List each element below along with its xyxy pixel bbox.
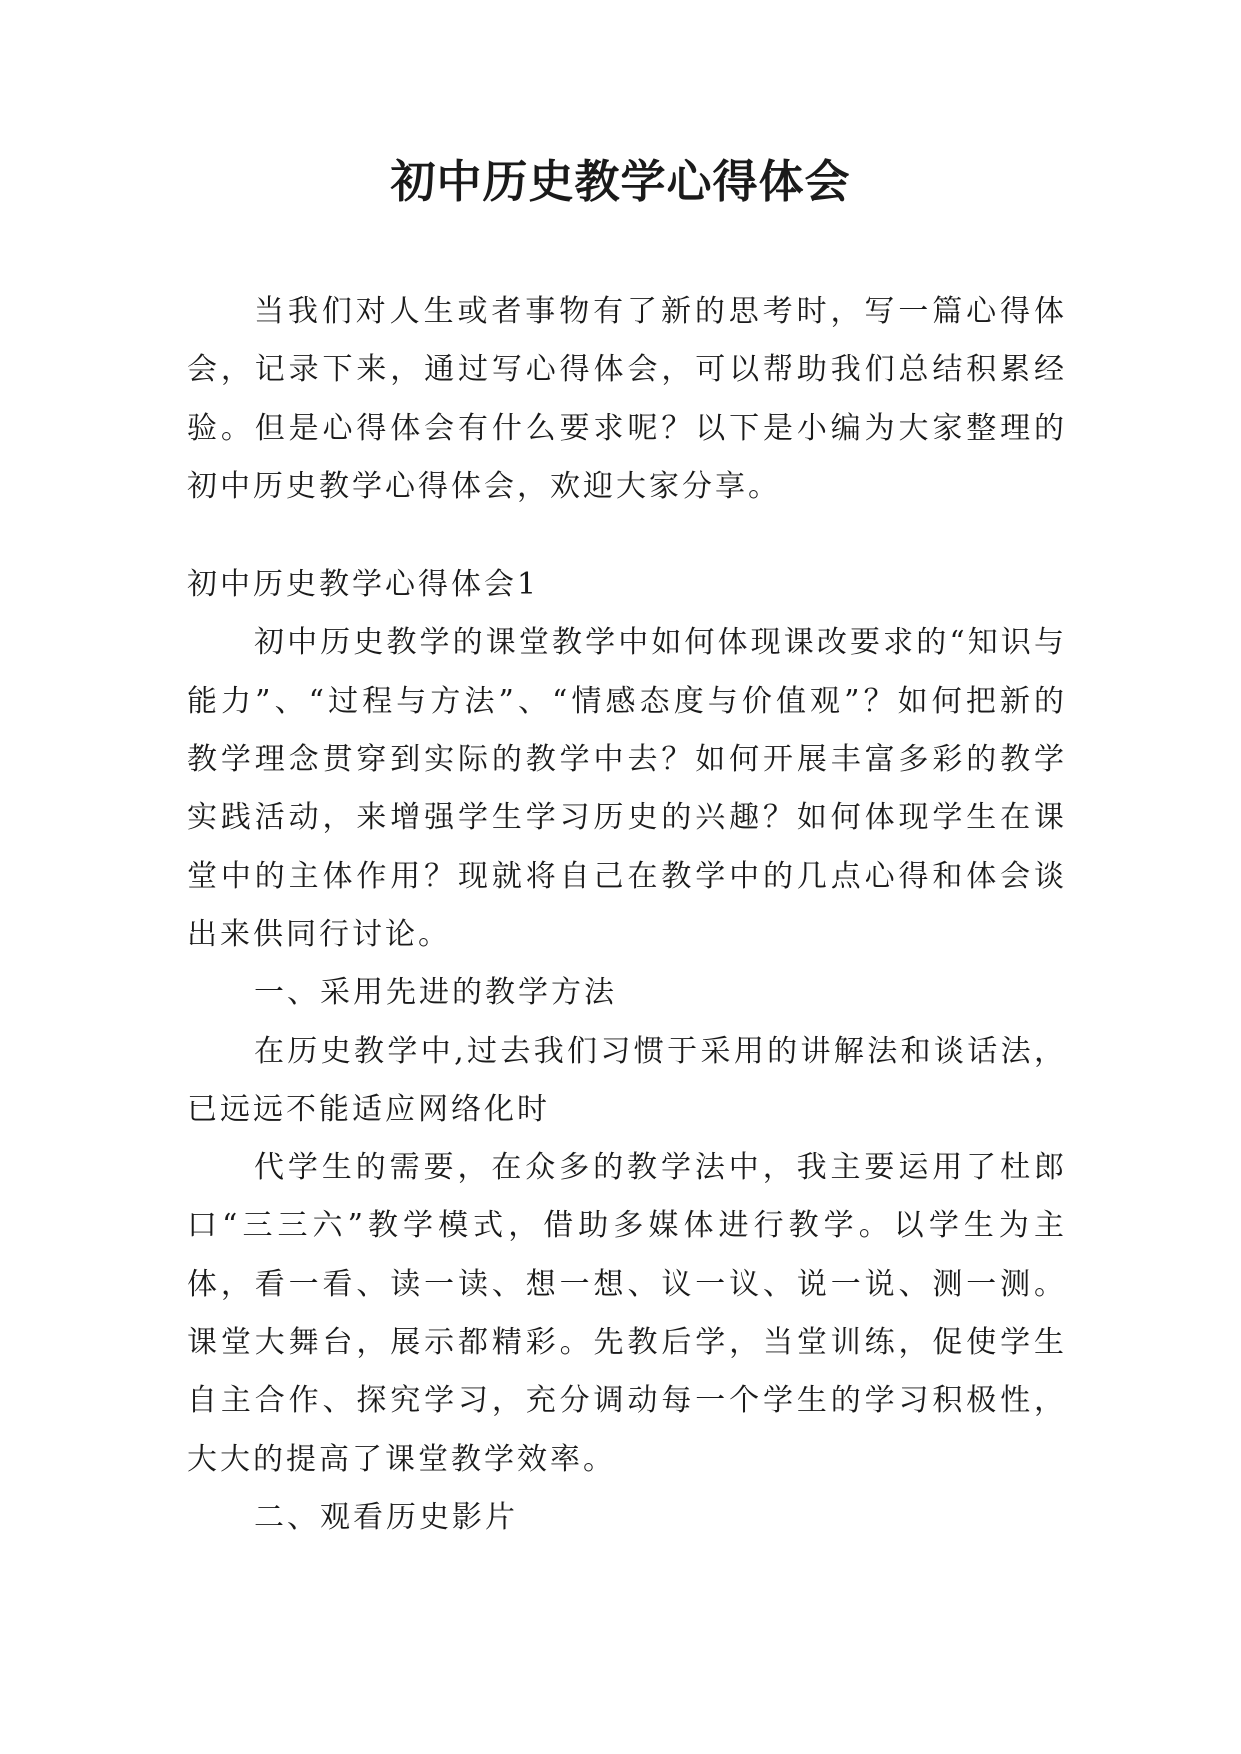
body-paragraph: 初中历史教学的课堂教学中如何体现课改要求的“知识与能力”、“过程与方法”、“情感态度与价值观”？如何把新的教学理念贯穿到实际的教学中去？如何开展丰富多彩的教学实践活动，来增强学生学习历史的兴趣？如何体现学生在课堂中的主体作用？现就将自己在教学中的几点心得和体会谈出来供同行讨论。 [187,625,1067,952]
subheading-one: 一、采用先进的教学方法 [254,975,617,1011]
subheading-two: 二、观看历史影片 [254,1499,518,1535]
intro-paragraph: 当我们对人生或者事物有了新的思考时，写一篇心得体会，记录下来，通过写心得体会，可以帮助我们总结积累经验。但是心得体会有什么要求呢？以下是小编为大家整理的初中历史教学心得体会，欢迎大家分享。 [187,294,1067,504]
body-paragraph: 代学生的需要，在众多的教学法中，我主要运用了杜郎口“三三六”教学模式，借助多媒体进行教学。以学生为主体，看一看、读一读、想一想、议一议、说一说、测一测。课堂大舞台，展示都精彩。先教后学，当堂训练，促使学生自主合作、探究学习，充分调动每一个学生的学习积极性，大大的提高了课堂教学效率。 [187,1150,1067,1477]
body-paragraph: 在历史教学中,过去我们习惯于采用的讲解法和谈话法，已远远不能适应网络化时 [187,1033,1067,1127]
section-heading: 初中历史教学心得体会1 [187,567,540,603]
document-title: 初中历史教学心得体会 [390,155,851,208]
document-body [187,283,1067,1547]
